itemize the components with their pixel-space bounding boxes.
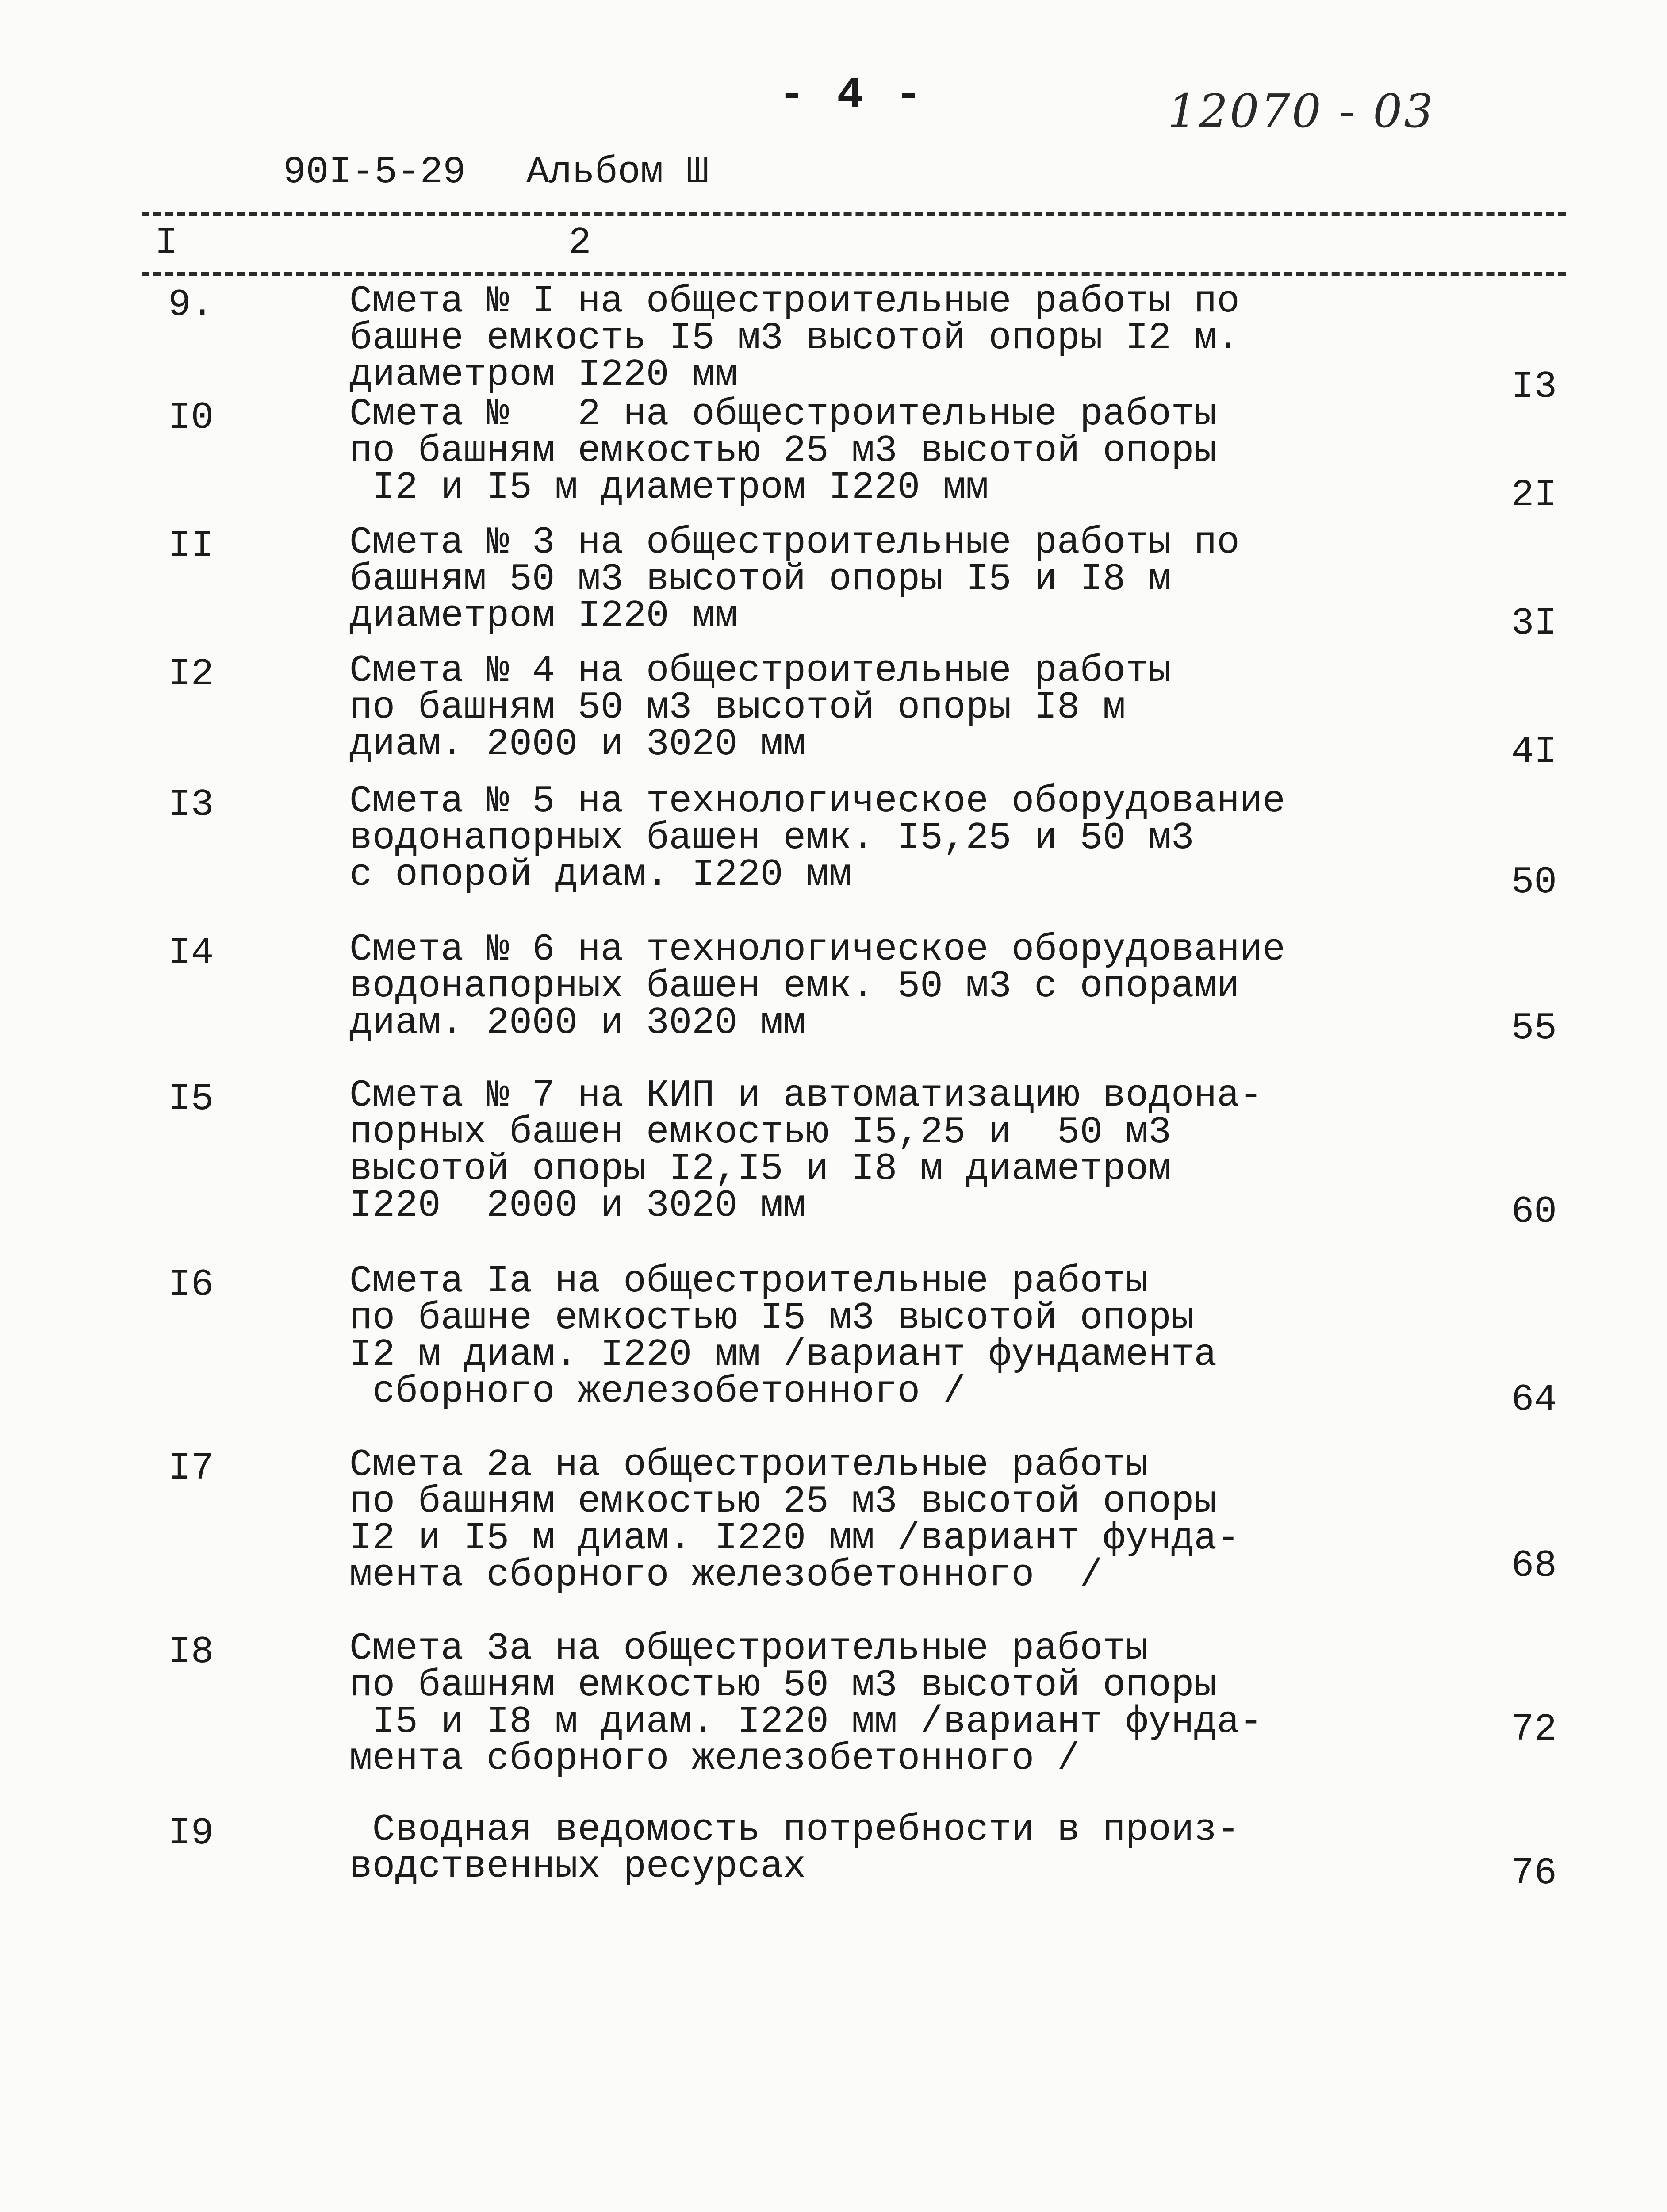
- entry-number: I4: [168, 931, 214, 975]
- entry-page: 60: [1511, 1190, 1557, 1233]
- entry-text: Смета № 7 на КИП и автоматизацию водона- порных башен емкостью I5,25 и 50 м3 высотой опоры I2,I5 и I8 м диаметром I220 2000 и 3020 мм: [349, 1074, 1263, 1227]
- entry-page: I3: [1511, 365, 1557, 408]
- entry-number: I2: [168, 653, 214, 696]
- entry-number: I7: [168, 1447, 214, 1490]
- entry-text: Смета № 3 на общестроительные работы по башням 50 м3 высотой опоры I5 и I8 м диаметром I220 мм: [349, 521, 1240, 637]
- entry-page: 3I: [1511, 602, 1557, 645]
- column-header-2: 2: [568, 221, 591, 265]
- entry-number: I3: [168, 783, 214, 826]
- entry-text: Смета Iа на общестроительные работы по башне емкостью I5 м3 высотой опоры I2 м диам. I220 мм /вариант фундамента сборного железобетонного /: [349, 1260, 1217, 1413]
- header-divider: [142, 272, 1566, 276]
- project-code: 90I-5-29: [283, 150, 466, 194]
- page-number: - 4 -: [778, 71, 925, 121]
- entry-text: Смета 3а на общестроительные работы по башням емкостью 50 м3 высотой опоры I5 и I8 м диам. I220 мм /вариант фунда- мента сборного железобетонного /: [349, 1627, 1263, 1780]
- entry-text: Смета № 2 на общестроительные работы по башням емкостью 25 м3 высотой опоры I2 и I5 м диаметром I220 мм: [349, 392, 1217, 509]
- entry-page: 64: [1511, 1378, 1557, 1421]
- entry-number: I8: [168, 1630, 214, 1674]
- entry-text: Смета № 5 на технологическое оборудование водонапорных башен емк. I5,25 и 50 м3 с опорой диам. I220 мм: [349, 780, 1285, 896]
- entry-number: II: [168, 524, 214, 568]
- entry-text: Смета 2а на общестроительные работы по башням емкостью 25 м3 высотой опоры I2 и I5 м диам. I220 мм /вариант фунда- мента сборного железобетонного /: [349, 1443, 1240, 1597]
- entry-page: 50: [1511, 860, 1557, 904]
- entry-number: I5: [168, 1077, 214, 1121]
- entry-number: I6: [168, 1263, 214, 1306]
- entry-number: I0: [168, 396, 214, 439]
- entry-page: 72: [1511, 1708, 1557, 1751]
- entry-page: 2I: [1511, 473, 1557, 517]
- entry-number: I9: [168, 1812, 214, 1855]
- entry-number: 9.: [168, 283, 214, 326]
- entry-page: 55: [1511, 1006, 1557, 1050]
- entry-text: Смета № I на общестроительные работы по башне емкость I5 м3 высотой опоры I2 м. диаметром I220 мм: [349, 280, 1240, 396]
- entry-text: Смета № 4 на общестроительные работы по башням 50 м3 высотой опоры I8 м диам. 2000 и 3020 мм: [349, 649, 1171, 766]
- album-label: Альбом Ш: [526, 150, 709, 194]
- entry-page: 4I: [1511, 730, 1557, 773]
- entry-text: Сводная ведомость потребности в произ- водственных ресурсах: [349, 1808, 1240, 1888]
- document-number: 12070 - 03: [1168, 84, 1435, 138]
- entry-page: 76: [1511, 1851, 1557, 1895]
- column-header-1: I: [155, 221, 178, 265]
- entry-text: Смета № 6 на технологическое оборудование водонапорных башен емк. 50 м3 с опорами диам. 2000 и 3020 мм: [349, 928, 1285, 1045]
- entry-page: 68: [1511, 1544, 1557, 1587]
- top-divider: [142, 212, 1566, 216]
